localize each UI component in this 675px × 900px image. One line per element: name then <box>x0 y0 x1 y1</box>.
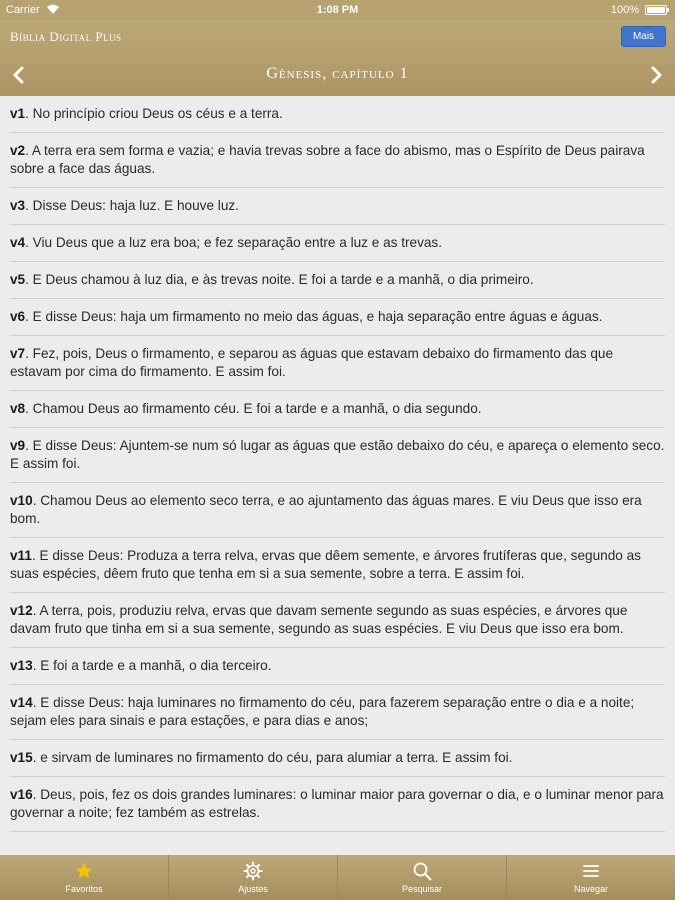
verse-row[interactable] <box>10 648 665 685</box>
verse-number: v12 <box>10 603 33 618</box>
verse-number: v11 <box>10 548 32 563</box>
verse-row[interactable] <box>10 391 665 428</box>
verse-number: v8 <box>10 401 26 416</box>
chapter-title: Gênesis, capítulo 1 <box>266 65 409 82</box>
tab-navigate-label: Navegar <box>573 884 609 894</box>
verse-text: . Fez, pois, Deus o firmamento, e separou as águas que estavam debaixo do firmamento das que estavam por cima do firmamento. E assim foi. <box>10 346 614 379</box>
verse-row[interactable] <box>10 483 665 538</box>
verse-text: . E foi a tarde e a manhã, o dia terceiro. <box>32 658 272 673</box>
tab-favorites-label: Favoritos <box>65 884 103 894</box>
verse-text: . A terra, pois, produziu relva, ervas que davam semente segundo as suas espécies, e árvores que davam fruto que tinha em si a sua semente, segundo as suas espécies. E viu Deus que isso era bom. <box>10 603 628 636</box>
verse-number: v7 <box>10 346 26 361</box>
app-title: Bíblia Digital Plus <box>10 29 122 44</box>
gear-icon <box>243 861 263 881</box>
verse-row[interactable] <box>10 740 665 777</box>
tab-search-label: Pesquisar <box>401 884 443 894</box>
tab-settings[interactable] <box>169 855 338 900</box>
verse-row[interactable] <box>10 188 665 225</box>
verse-row[interactable] <box>10 262 665 299</box>
status-bar <box>0 0 675 20</box>
verse-text: . Deus, pois, fez os dois grandes luminares: o luminar maior para governar o dia, e o luminar menor para governar a noite; fez também as estrelas. <box>10 787 664 820</box>
verse-text: . Chamou Deus ao firmamento céu. E foi a tarde e a manhã, o dia segundo. <box>25 401 482 416</box>
more-button[interactable]: Mais <box>621 26 666 47</box>
verse-number: v2 <box>10 143 26 158</box>
verse-number: v6 <box>10 309 26 324</box>
verse-row[interactable] <box>10 299 665 336</box>
verse-row[interactable] <box>10 336 665 391</box>
search-icon <box>412 861 432 881</box>
tab-settings-label: Ajustes <box>238 884 268 894</box>
verse-text: . A terra era sem forma e vazia; e havia trevas sobre a face do abismo, mas o Espírito de Deus pairava sobre a face das águas. <box>10 143 645 176</box>
verse-row[interactable] <box>10 593 665 648</box>
verse-number: v4 <box>10 235 26 250</box>
verse-row[interactable] <box>10 685 665 740</box>
verse-text: . e sirvam de luminares no firmamento do céu, para alumiar a terra. E assim foi. <box>32 750 513 765</box>
status-time: 1:08 PM <box>316 4 359 16</box>
battery-percentage: 100% <box>610 4 639 16</box>
verse-number: v15 <box>10 750 33 765</box>
verse-text: . E disse Deus: haja um firmamento no meio das águas, e haja separação entre águas e águas. <box>25 309 603 324</box>
tab-favorites[interactable] <box>0 855 169 900</box>
verse-row[interactable] <box>10 777 665 832</box>
verse-number: v3 <box>10 198 26 213</box>
verse-text: . E Deus chamou à luz dia, e às trevas noite. E foi a tarde e a manhã, o dia primeiro. <box>25 272 534 287</box>
verse-number: v10 <box>10 493 33 508</box>
verse-row[interactable] <box>10 96 665 133</box>
tab-bar <box>0 855 675 900</box>
menu-icon <box>581 861 601 881</box>
verse-row[interactable] <box>10 538 665 593</box>
verse-text: . Disse Deus: haja luz. E houve luz. <box>25 198 239 213</box>
verse-text: . Viu Deus que a luz era boa; e fez separação entre a luz e as trevas. <box>25 235 442 250</box>
verse-text: . E disse Deus: haja luminares no firmamento do céu, para fazerem separação entre o dia e a noite; sejam eles para sinais e para estações, e para dias e anos; <box>10 695 635 728</box>
verse-number: v1 <box>10 106 26 121</box>
next-chapter-icon[interactable] <box>646 65 666 85</box>
verse-list[interactable] <box>0 96 675 855</box>
verse-text: . E disse Deus: Ajuntem-se num só lugar as águas que estão debaixo do céu, e apareça o elemento seco. E assim foi. <box>10 438 665 471</box>
star-icon <box>74 861 94 881</box>
verse-number: v5 <box>10 272 26 287</box>
carrier-label: Carrier <box>6 4 40 16</box>
verse-text: . Chamou Deus ao elemento seco terra, e ao ajuntamento das águas mares. E viu Deus que isso era bom. <box>10 493 642 526</box>
verse-text: . No princípio criou Deus os céus e a terra. <box>25 106 283 121</box>
verse-row[interactable] <box>10 225 665 262</box>
verse-row[interactable] <box>10 133 665 188</box>
verse-number: v13 <box>10 658 33 673</box>
verse-number: v9 <box>10 438 26 453</box>
tab-navigate[interactable] <box>507 855 675 900</box>
verse-row[interactable] <box>10 428 665 483</box>
battery-icon <box>645 5 667 15</box>
verse-text: . E disse Deus: Produza a terra relva, ervas que dêem semente, e árvores frutíferas que, segundo as suas espécies, dêem fruto que tenha em si a sua semente, sobre a terra. E assim foi. <box>10 548 641 581</box>
verse-number: v16 <box>10 787 33 802</box>
verse-number: v14 <box>10 695 33 710</box>
navigation-bar <box>0 20 675 96</box>
tab-search[interactable] <box>338 855 507 900</box>
